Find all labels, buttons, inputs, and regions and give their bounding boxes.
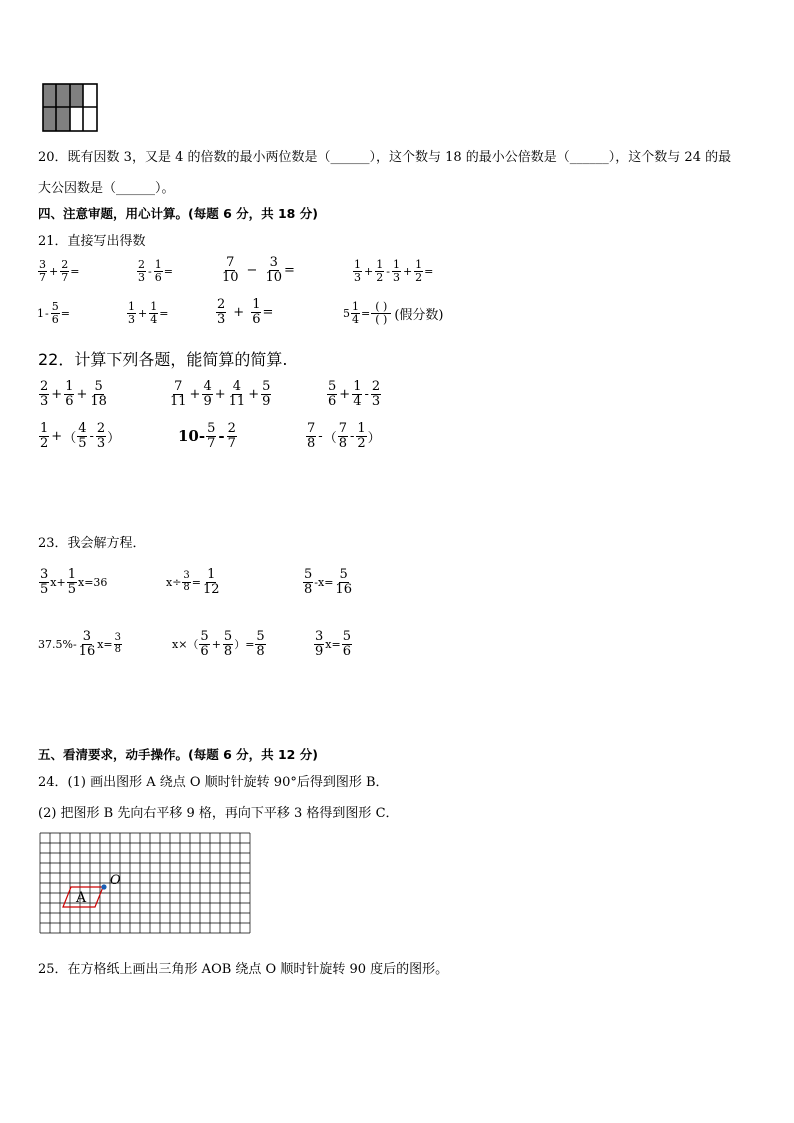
q22-expr-6: $\frac{7}{8}$ - （ $\frac{7}{8}$ - $\frac{1}{2}$ ） — [307, 421, 381, 451]
q23-eq-6: $\frac{3}{9}$ x= $\frac{5}{6}$ — [315, 629, 351, 659]
q21-expr-8: 5 $\frac{1}{4}$ = $\frac{( )}{( )}$ (假分数) — [343, 300, 444, 326]
q20-line1: 20．既有因数 3，又是 4 的倍数的最小两位数是（______），这个数与 18 的最小公倍数是（______），这个数与 24 的最 — [38, 150, 732, 165]
point-o — [101, 884, 106, 889]
section5-title: 五、看清要求，动手操作。(每题 6 分，共 12 分) — [38, 747, 318, 762]
q21-expr-3: $\frac{7}{10}$ − $\frac{3}{10}$ = — [222, 255, 295, 285]
figure-a-label: A — [76, 890, 87, 906]
q22-expr-3: $\frac{5}{6}$ + $\frac{1}{4}$ - $\frac{2}{3}$ — [328, 379, 381, 409]
q23-eq-4: 37.5%- $\frac{3}{16}$ x= $\frac{3}{8}$ — [38, 629, 122, 659]
cell — [43, 84, 56, 107]
cell — [56, 107, 70, 131]
q23-eq-3: $\frac{5}{8}$ -x= $\frac{5}{16}$ — [304, 567, 352, 597]
q21-expr-5: 1 - $\frac{5}{6}$ = — [37, 300, 70, 326]
q21-expr-1: $\frac{3}{7}$ + $\frac{2}{7}$ = — [39, 258, 80, 284]
cell — [70, 84, 83, 107]
q22-title: 22．计算下列各题，能简算的简算. — [38, 350, 288, 369]
q21-expr-2: $\frac{2}{3}$ - $\frac{1}{6}$ = — [138, 258, 173, 284]
section4-title: 四、注意审题，用心计算。(每题 6 分，共 18 分) — [38, 206, 318, 221]
q25-line: 25．在方格纸上画出三角形 AOB 绕点 O 顺时针旋转 90 度后的图形。 — [38, 962, 449, 977]
q22-expr-5: 10- $\frac{5}{7}$ - $\frac{2}{7}$ — [178, 421, 236, 451]
q21-title: 21．直接写出得数 — [38, 234, 146, 249]
q20-line2: 大公因数是（______）。 — [38, 181, 175, 196]
q24-grid — [38, 831, 254, 941]
point-o-label: O — [110, 873, 121, 888]
q22-expr-1: $\frac{2}{3}$ + $\frac{1}{6}$ + $\frac{5}{18}$ — [40, 379, 107, 409]
q21-expr-7: $\frac{2}{3}$ + $\frac{1}{6}$ = — [217, 297, 274, 327]
q22-expr-4: $\frac{1}{2}$ + （ $\frac{4}{5}$ - $\frac{2}{3}$ ） — [40, 421, 121, 451]
q23-eq-5: x×（ $\frac{5}{6}$ + $\frac{5}{8}$ ） = $\frac{5}{8}$ — [172, 629, 265, 659]
q21-expr-4: $\frac{1}{3}$ + $\frac{1}{2}$ - $\frac{1}{3}$ + $\frac{1}{2}$ = — [354, 258, 434, 284]
q24-line1: 24．(1) 画出图形 A 绕点 O 顺时针旋转 90°后得到图形 B． — [38, 775, 389, 790]
cell — [43, 107, 56, 131]
q23-eq-2: x÷ $\frac{3}{8}$ = $\frac{1}{12}$ — [166, 567, 220, 597]
cell — [56, 84, 70, 107]
q22-expr-2: $\frac{7}{11}$ + $\frac{4}{9}$ + $\frac{4}{11}$ + $\frac{5}{9}$ — [170, 379, 271, 409]
q21-expr-6: $\frac{1}{3}$ + $\frac{1}{4}$ = — [128, 300, 169, 326]
q24-line2: (2) 把图形 B 先向右平移 9 格，再向下平移 3 格得到图形 C． — [38, 806, 399, 821]
shaded-grid-figure — [42, 83, 98, 132]
q23-eq-1: $\frac{3}{5}$ x + $\frac{1}{5}$ x=36 — [40, 567, 108, 597]
q23-title: 23．我会解方程． — [38, 536, 146, 551]
